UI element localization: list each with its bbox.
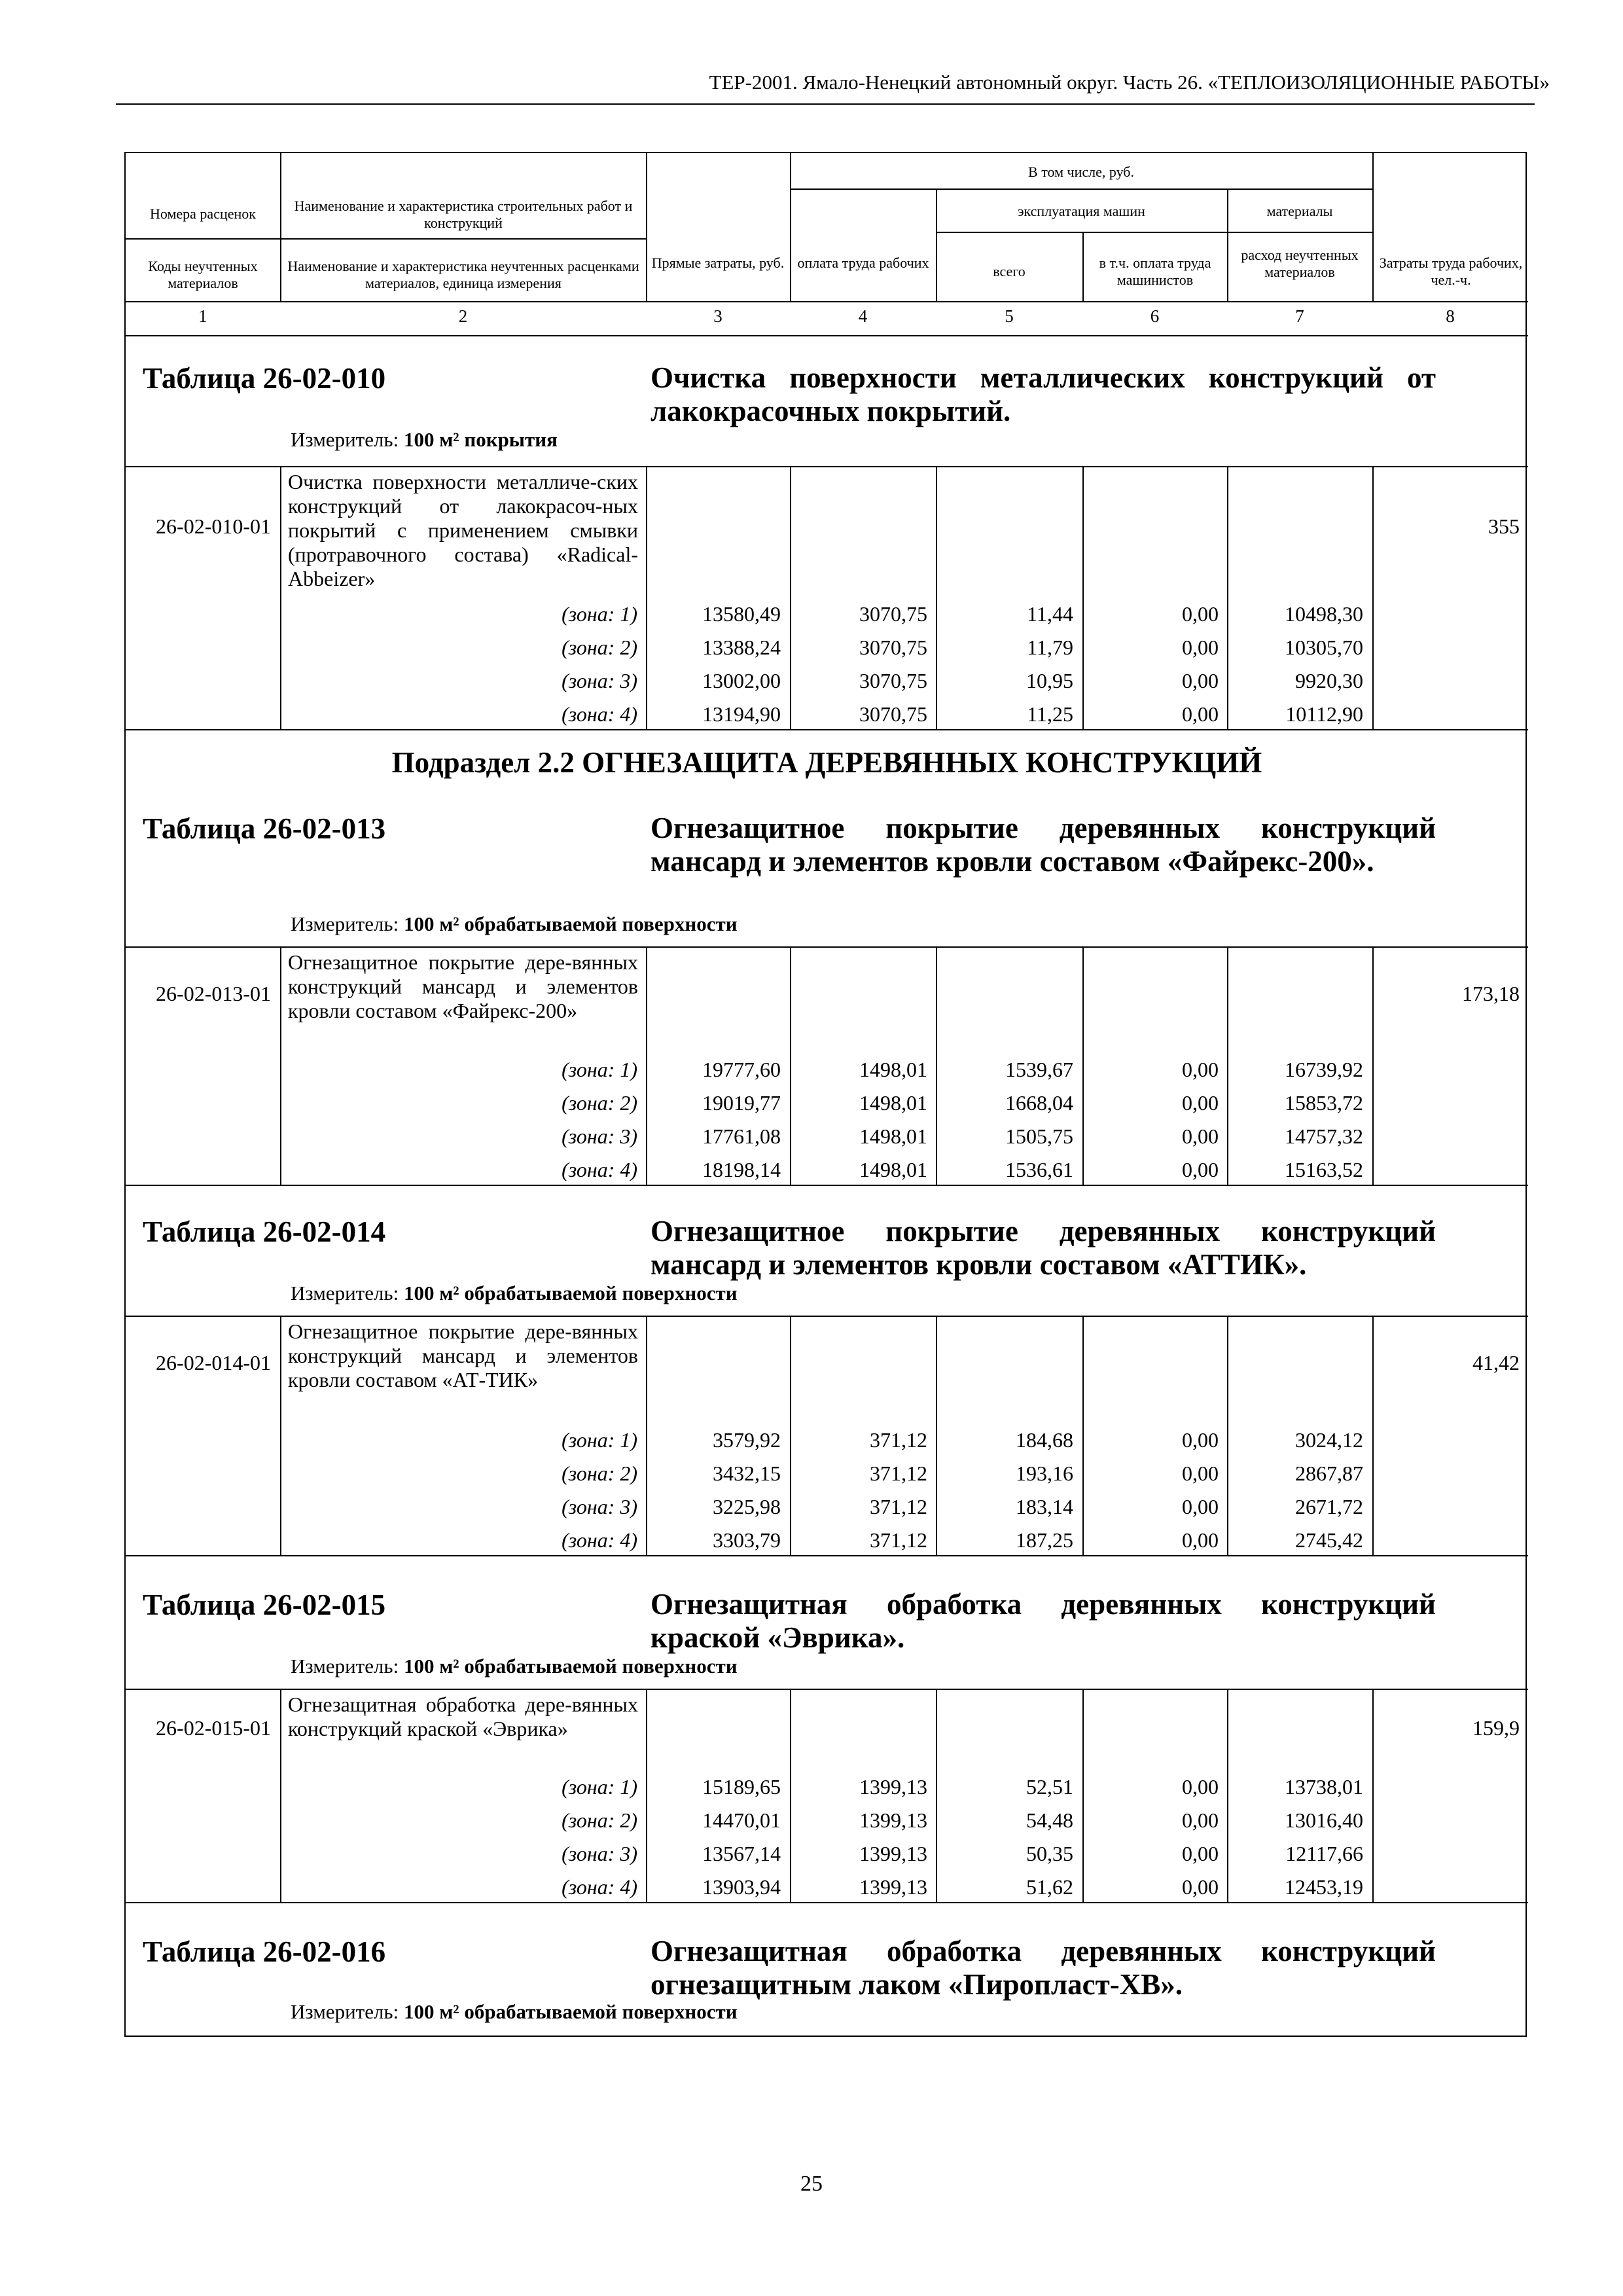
zone-label: (зона: 1) bbox=[562, 1058, 637, 1081]
measure-prefix: Измеритель: bbox=[291, 428, 399, 451]
worker-pay: 3070,75 bbox=[859, 636, 927, 659]
column-rule bbox=[1082, 1689, 1084, 1902]
header-rule-inner bbox=[126, 301, 1528, 302]
materials-cost: 14757,32 bbox=[1285, 1124, 1363, 1148]
worker-pay: 371,12 bbox=[870, 1528, 927, 1552]
measure-prefix: Измеритель: bbox=[291, 912, 399, 935]
machines-total: 50,35 bbox=[1026, 1842, 1073, 1865]
worker-pay: 1498,01 bbox=[859, 1091, 927, 1115]
column-rule bbox=[1227, 1316, 1228, 1555]
column-rule bbox=[1082, 946, 1084, 1185]
table-description: Огнезащитная обработка деревянных конструкций краской «Эврика». bbox=[651, 1588, 1436, 1654]
labor-cost: 159,9 bbox=[1472, 1716, 1520, 1740]
table-title: Таблица 26-02-013 bbox=[143, 812, 386, 845]
machinist-pay: 0,00 bbox=[1182, 669, 1219, 692]
column-rule bbox=[646, 1689, 647, 1902]
table-measure bbox=[291, 1282, 738, 1305]
direct-cost: 13580,49 bbox=[702, 602, 781, 626]
materials-cost: 9920,30 bbox=[1295, 669, 1363, 692]
work-description: Огнезащитное покрытие дере-вянных конструкций мансард и элементов кровли составом «АТ-ТИК» bbox=[288, 1319, 638, 1391]
worker-pay: 371,12 bbox=[870, 1495, 927, 1518]
column-rule bbox=[1372, 1689, 1374, 1902]
materials-cost: 13738,01 bbox=[1285, 1775, 1363, 1799]
column-rule bbox=[936, 466, 937, 729]
column-rule bbox=[280, 946, 281, 1185]
materials-cost: 12117,66 bbox=[1285, 1842, 1363, 1865]
worker-pay: 371,12 bbox=[870, 1428, 927, 1452]
labor-cost: 173,18 bbox=[1462, 982, 1520, 1005]
materials-cost: 10112,90 bbox=[1285, 702, 1363, 726]
table-description: Огнезащитное покрытие деревянных конструкций мансард и элементов кровли составом «АТТИК». bbox=[651, 1215, 1436, 1281]
machinist-pay: 0,00 bbox=[1182, 1842, 1219, 1865]
row-rule bbox=[126, 466, 1528, 467]
column-rule bbox=[1372, 466, 1374, 729]
table-title: Таблица 26-02-010 bbox=[143, 362, 386, 395]
labor-cost: 355 bbox=[1488, 514, 1520, 538]
column-number: 5 bbox=[1005, 306, 1014, 326]
measure-unit: 100 м² обрабатываемой поверхности bbox=[403, 1282, 738, 1304]
machines-total: 1505,75 bbox=[1005, 1124, 1073, 1148]
column-rule bbox=[790, 1689, 791, 1902]
rate-code: 26-02-015-01 bbox=[156, 1716, 271, 1740]
machines-total: 10,95 bbox=[1026, 669, 1073, 692]
header-direct-costs: Прямые затраты, руб. bbox=[651, 255, 785, 271]
header-machines-total: всего bbox=[993, 263, 1026, 279]
rate-code: 26-02-010-01 bbox=[156, 514, 271, 538]
machines-total: 11,25 bbox=[1027, 702, 1073, 726]
machines-total: 11,79 bbox=[1027, 636, 1073, 659]
direct-cost: 13388,24 bbox=[702, 636, 781, 659]
worker-pay: 1399,13 bbox=[859, 1775, 927, 1799]
machines-total: 183,14 bbox=[1016, 1495, 1073, 1518]
worker-pay: 1498,01 bbox=[859, 1058, 927, 1081]
column-rule bbox=[280, 1316, 281, 1555]
header-labor: Затраты труда рабочих, чел.-ч. bbox=[1379, 255, 1523, 288]
materials-cost: 12453,19 bbox=[1285, 1875, 1363, 1899]
column-rule bbox=[790, 466, 791, 729]
worker-pay: 1399,13 bbox=[859, 1842, 927, 1865]
column-number: 1 bbox=[198, 306, 207, 326]
row-rule bbox=[126, 1902, 1528, 1903]
header-rule-inner bbox=[126, 238, 646, 240]
machinist-pay: 0,00 bbox=[1182, 1124, 1219, 1148]
column-rule bbox=[1227, 466, 1228, 729]
column-rule bbox=[790, 1316, 791, 1555]
machines-total: 187,25 bbox=[1016, 1528, 1073, 1552]
header-machinist-pay: в т.ч. оплата труда машинистов bbox=[1099, 255, 1211, 288]
measure-unit: 100 м² обрабатываемой поверхности bbox=[403, 2000, 738, 2023]
measure-prefix: Измеритель: bbox=[291, 1282, 399, 1304]
measure-unit: 100 м² обрабатываемой поверхности bbox=[403, 1655, 738, 1677]
column-rule bbox=[1372, 1316, 1374, 1555]
materials-cost: 10498,30 bbox=[1285, 602, 1363, 626]
header-in-total: В том числе, руб. bbox=[1028, 164, 1134, 180]
zone-label: (зона: 2) bbox=[562, 1462, 637, 1485]
table-measure bbox=[291, 1655, 738, 1678]
header-materials: материалы bbox=[1266, 203, 1333, 219]
work-description: Огнезащитное покрытие дере-вянных конструкций мансард и элементов кровли составом «Файрекс-200» bbox=[288, 950, 638, 1022]
zone-label: (зона: 4) bbox=[562, 1528, 637, 1552]
machinist-pay: 0,00 bbox=[1182, 1158, 1219, 1181]
machinist-pay: 0,00 bbox=[1182, 1495, 1219, 1518]
machinist-pay: 0,00 bbox=[1182, 602, 1219, 626]
page-number: 25 bbox=[800, 2172, 823, 2196]
machinist-pay: 0,00 bbox=[1182, 636, 1219, 659]
column-rule bbox=[646, 946, 647, 1185]
direct-cost: 3303,79 bbox=[713, 1528, 781, 1552]
header-material-usage: расход неучтенных материалов bbox=[1241, 247, 1359, 280]
machines-total: 1668,04 bbox=[1005, 1091, 1073, 1115]
column-number: 6 bbox=[1150, 306, 1160, 326]
table-title: Таблица 26-02-014 bbox=[143, 1215, 386, 1248]
zone-label: (зона: 3) bbox=[562, 1495, 637, 1518]
machinist-pay: 0,00 bbox=[1182, 1058, 1219, 1081]
table-measure bbox=[291, 912, 738, 936]
direct-cost: 3579,92 bbox=[713, 1428, 781, 1452]
materials-cost: 15163,52 bbox=[1285, 1158, 1363, 1181]
header-machines: эксплуатация машин bbox=[1018, 203, 1145, 219]
worker-pay: 1498,01 bbox=[859, 1124, 927, 1148]
header-divider bbox=[1082, 232, 1084, 301]
rate-code: 26-02-014-01 bbox=[156, 1351, 271, 1374]
column-rule bbox=[1082, 1316, 1084, 1555]
machines-total: 11,44 bbox=[1027, 602, 1073, 626]
header-material-codes: Коды неучтенных материалов bbox=[148, 258, 258, 291]
direct-cost: 13567,14 bbox=[702, 1842, 781, 1865]
materials-cost: 2867,87 bbox=[1295, 1462, 1363, 1485]
materials-cost: 13016,40 bbox=[1285, 1808, 1363, 1832]
table-description: Огнезащитная обработка деревянных конструкций огнезащитным лаком «Пиропласт-ХВ». bbox=[651, 1935, 1436, 2001]
price-table bbox=[124, 152, 1527, 2037]
header-divider bbox=[280, 153, 281, 301]
zone-label: (зона: 3) bbox=[562, 1124, 637, 1148]
zone-label: (зона: 1) bbox=[562, 602, 637, 626]
materials-cost: 16739,92 bbox=[1285, 1058, 1363, 1081]
table-description: Очистка поверхности металлических конструкций от лакокрасочных покрытий. bbox=[651, 361, 1436, 427]
header-work-name: Наименование и характеристика строительных работ и конструкций bbox=[294, 198, 633, 231]
column-number: 2 bbox=[458, 306, 468, 326]
header-rule-inner bbox=[790, 188, 1372, 190]
zone-label: (зона: 4) bbox=[562, 702, 637, 726]
zone-label: (зона: 2) bbox=[562, 1808, 637, 1832]
machines-total: 52,51 bbox=[1026, 1775, 1073, 1799]
worker-pay: 3070,75 bbox=[859, 602, 927, 626]
table-description: Огнезащитное покрытие деревянных конструкций мансард и элементов кровли составом «Файрекс-200». bbox=[651, 812, 1436, 878]
machines-total: 193,16 bbox=[1016, 1462, 1073, 1485]
zone-label: (зона: 4) bbox=[562, 1158, 637, 1181]
materials-cost: 2671,72 bbox=[1295, 1495, 1363, 1518]
worker-pay: 3070,75 bbox=[859, 702, 927, 726]
work-description: Очистка поверхности металличе-ских конструкций от лакокрасоч-ных покрытий с применением смывки (протравочного состава) «Radical-Abbeizer» bbox=[288, 470, 638, 590]
zone-label: (зона: 1) bbox=[562, 1775, 637, 1799]
running-header: ТЕР-2001. Ямало-Ненецкий автономный округ. Часть 26. «ТЕПЛОИЗОЛЯЦИОННЫЕ РАБОТЫ» bbox=[709, 71, 1550, 94]
zone-label: (зона: 4) bbox=[562, 1875, 637, 1899]
column-number: 7 bbox=[1295, 306, 1304, 326]
machinist-pay: 0,00 bbox=[1182, 1875, 1219, 1899]
measure-unit: 100 м² обрабатываемой поверхности bbox=[403, 912, 738, 935]
rate-code: 26-02-013-01 bbox=[156, 982, 271, 1005]
direct-cost: 14470,01 bbox=[702, 1808, 781, 1832]
direct-cost: 19777,60 bbox=[702, 1058, 781, 1081]
direct-cost: 13194,90 bbox=[702, 702, 781, 726]
row-rule bbox=[126, 1689, 1528, 1690]
direct-cost: 18198,14 bbox=[702, 1158, 781, 1181]
column-number: 8 bbox=[1446, 306, 1455, 326]
machines-total: 51,62 bbox=[1026, 1875, 1073, 1899]
direct-cost: 15189,65 bbox=[702, 1775, 781, 1799]
machinist-pay: 0,00 bbox=[1182, 702, 1219, 726]
labor-cost: 41,42 bbox=[1472, 1351, 1520, 1374]
column-rule bbox=[646, 466, 647, 729]
machines-total: 54,48 bbox=[1026, 1808, 1073, 1832]
zone-label: (зона: 1) bbox=[562, 1428, 637, 1452]
materials-cost: 10305,70 bbox=[1285, 636, 1363, 659]
header-rule bbox=[116, 103, 1535, 105]
column-rule bbox=[936, 946, 937, 1185]
row-rule bbox=[126, 946, 1528, 948]
row-rule bbox=[126, 1555, 1528, 1556]
column-rule bbox=[936, 1316, 937, 1555]
worker-pay: 1399,13 bbox=[859, 1808, 927, 1832]
table-measure bbox=[291, 428, 558, 452]
worker-pay: 371,12 bbox=[870, 1462, 927, 1485]
column-rule bbox=[1227, 946, 1228, 1185]
subsection-heading: Подраздел 2.2 ОГНЕЗАЩИТА ДЕРЕВЯННЫХ КОНСТРУКЦИЙ bbox=[391, 746, 1262, 779]
column-rule bbox=[646, 1316, 647, 1555]
header-rule-inner bbox=[936, 232, 1372, 233]
measure-prefix: Измеритель: bbox=[291, 2000, 399, 2023]
direct-cost: 17761,08 bbox=[702, 1124, 781, 1148]
column-number: 4 bbox=[858, 306, 868, 326]
column-rule bbox=[280, 1689, 281, 1902]
header-worker-pay: оплата труда рабочих bbox=[797, 255, 929, 271]
column-rule bbox=[790, 946, 791, 1185]
column-number: 3 bbox=[713, 306, 722, 326]
machinist-pay: 0,00 bbox=[1182, 1091, 1219, 1115]
table-title: Таблица 26-02-016 bbox=[143, 1935, 386, 1968]
worker-pay: 1498,01 bbox=[859, 1158, 927, 1181]
zone-label: (зона: 3) bbox=[562, 1842, 637, 1865]
materials-cost: 15853,72 bbox=[1285, 1091, 1363, 1115]
header-material-name: Наименование и характеристика неучтенных расценками материалов, единица измерения bbox=[287, 258, 639, 291]
direct-cost: 13903,94 bbox=[702, 1875, 781, 1899]
column-rule bbox=[1372, 946, 1374, 1185]
machinist-pay: 0,00 bbox=[1182, 1428, 1219, 1452]
measure-unit: 100 м² покрытия bbox=[403, 428, 558, 451]
table-measure bbox=[291, 2000, 738, 2024]
column-rule bbox=[936, 1689, 937, 1902]
work-description: Огнезащитная обработка дере-вянных конструкций краской «Эврика» bbox=[288, 1693, 638, 1740]
zone-label: (зона: 3) bbox=[562, 669, 637, 692]
machines-total: 1536,61 bbox=[1005, 1158, 1073, 1181]
zone-label: (зона: 2) bbox=[562, 1091, 637, 1115]
materials-cost: 3024,12 bbox=[1295, 1428, 1363, 1452]
machinist-pay: 0,00 bbox=[1182, 1462, 1219, 1485]
machinist-pay: 0,00 bbox=[1182, 1775, 1219, 1799]
worker-pay: 3070,75 bbox=[859, 669, 927, 692]
worker-pay: 1399,13 bbox=[859, 1875, 927, 1899]
direct-cost: 19019,77 bbox=[702, 1091, 781, 1115]
column-rule bbox=[1227, 1689, 1228, 1902]
direct-cost: 3225,98 bbox=[713, 1495, 781, 1518]
machinist-pay: 0,00 bbox=[1182, 1528, 1219, 1552]
machines-total: 184,68 bbox=[1016, 1428, 1073, 1452]
header-divider bbox=[1372, 153, 1374, 301]
header-rule-inner bbox=[126, 335, 1528, 336]
header-divider bbox=[646, 153, 647, 301]
header-codes: Номера расценок bbox=[150, 206, 256, 222]
measure-prefix: Измеритель: bbox=[291, 1655, 399, 1677]
machinist-pay: 0,00 bbox=[1182, 1808, 1219, 1832]
direct-cost: 13002,00 bbox=[702, 669, 781, 692]
column-rule bbox=[280, 466, 281, 729]
materials-cost: 2745,42 bbox=[1295, 1528, 1363, 1552]
column-rule bbox=[1082, 466, 1084, 729]
row-rule bbox=[126, 1185, 1528, 1186]
direct-cost: 3432,15 bbox=[713, 1462, 781, 1485]
machines-total: 1539,67 bbox=[1005, 1058, 1073, 1081]
table-title: Таблица 26-02-015 bbox=[143, 1588, 386, 1621]
zone-label: (зона: 2) bbox=[562, 636, 637, 659]
row-rule bbox=[126, 1316, 1528, 1317]
row-rule bbox=[126, 729, 1528, 730]
